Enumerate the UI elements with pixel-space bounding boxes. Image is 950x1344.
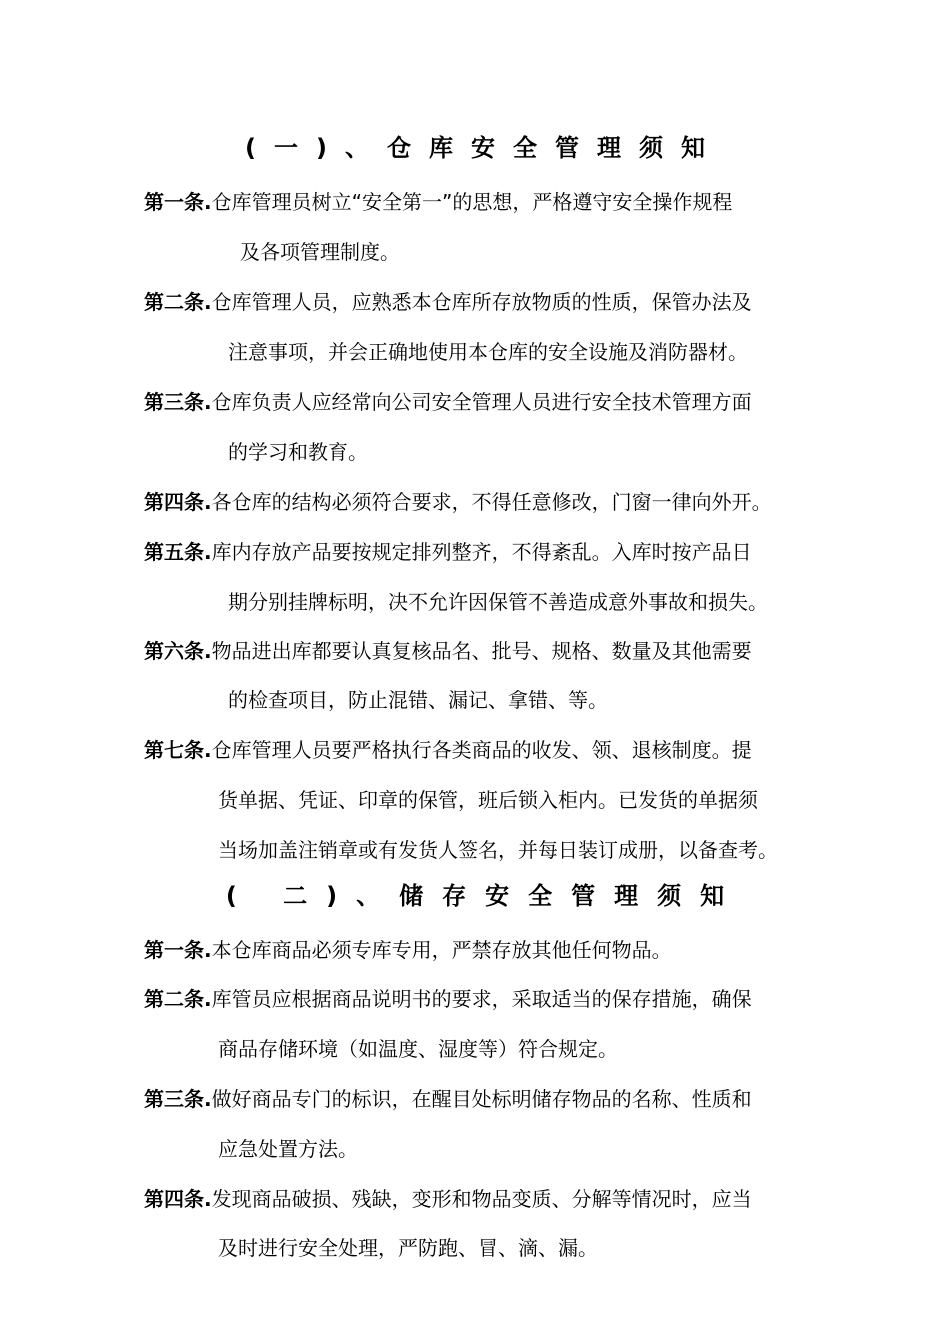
article-text: 仓库管理人员，应熟悉本仓库所存放物质的性质，保管办法及 [211, 290, 752, 314]
article-label: 第四条. [144, 490, 212, 514]
s2-article-2-line-1 [144, 985, 752, 1013]
s2-article-4-line-1 [144, 1185, 752, 1213]
article-label: 第三条. [144, 390, 212, 414]
article-3-line-2: 的学习和教育。 [228, 440, 368, 464]
article-label: 第四条. [144, 1187, 212, 1211]
s2-article-1-line-1 [144, 936, 672, 964]
article-7-line-1 [144, 736, 752, 764]
article-1-line-2: 及各项管理制度。 [240, 240, 400, 264]
article-4-line-1 [144, 488, 772, 516]
article-text: 物品进出库都要认真复核品名、批号、规格、数量及其他需要 [211, 639, 752, 663]
s2-article-2-line-2: 商品存储环境（如温度、湿度等）符合规定。 [218, 1037, 618, 1061]
article-text: 各仓库的结构必须符合要求，不得任意修改，门窗一律向外开。 [211, 490, 772, 514]
article-2-line-1 [144, 288, 752, 316]
article-text: 库管员应根据商品说明书的要求，采取适当的保存措施，确保 [211, 987, 752, 1011]
article-6-line-1 [144, 637, 752, 665]
article-label: 第一条. [144, 938, 212, 962]
article-7-line-2: 货单据、凭证、印章的保管，班后锁入柜内。已发货的单据须 [218, 788, 758, 812]
section-2-title: ( 二)、储存安全管理须知 [225, 882, 744, 910]
article-text: 做好商品专门的标识，在醒目处标明储存物品的名称、性质和 [211, 1087, 752, 1111]
s2-article-3-line-1 [144, 1085, 752, 1113]
article-3-line-1 [144, 388, 752, 416]
article-2-line-2: 注意事项，并会正确地使用本仓库的安全设施及消防器材。 [228, 340, 748, 364]
article-text: 发现商品破损、残缺，变形和物品变质、分解等情况时，应当 [211, 1187, 752, 1211]
article-label: 第二条. [144, 290, 212, 314]
s2-article-3-line-2: 应急处置方法。 [218, 1137, 358, 1161]
article-label: 第六条. [144, 639, 212, 663]
article-5-line-2: 期分别挂牌标明，决不允许因保管不善造成意外事故和损失。 [228, 590, 768, 614]
article-label: 第三条. [144, 1087, 212, 1111]
article-text: 仓库负责人应经常向公司安全管理人员进行安全技术管理方面 [211, 390, 752, 414]
article-text: 库内存放产品要按规定排列整齐，不得紊乱。入库时按产品日 [211, 540, 752, 564]
article-label: 第七条. [144, 738, 212, 762]
article-text: 仓库管理人员要严格执行各类商品的收发、领、退核制度。提 [211, 738, 752, 762]
article-label: 第一条. [144, 190, 212, 214]
article-label: 第五条. [144, 540, 212, 564]
article-7-line-3: 当场加盖注销章或有发货人签名，并每日装订成册，以备查考。 [218, 838, 778, 862]
article-text: 仓库管理员树立“安全第一”的思想，严格遵守安全操作规程 [211, 190, 733, 214]
s2-article-4-line-2: 及时进行安全处理，严防跑、冒、滴、漏。 [218, 1236, 598, 1260]
article-text: 本仓库商品必须专库专用，严禁存放其他任何物品。 [211, 938, 672, 962]
article-label: 第二条. [144, 987, 212, 1011]
article-5-line-1 [144, 538, 752, 566]
article-1-line-1 [144, 188, 732, 216]
section-1-title: (一)、仓库安全管理须知 [245, 134, 723, 162]
article-6-line-2: 的检查项目，防止混错、漏记、拿错、等。 [228, 688, 608, 712]
